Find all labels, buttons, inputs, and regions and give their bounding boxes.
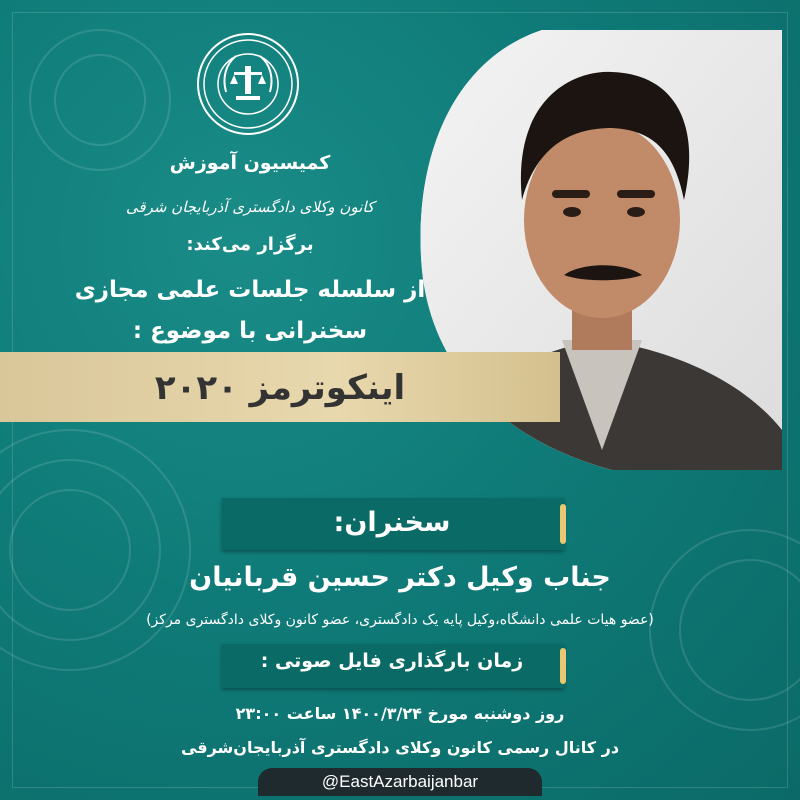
topic-title: اینکوترمز ۲۰۲۰	[154, 368, 406, 408]
bar-association-name: کانون وکلای دادگستری آذربایجان شرقی	[125, 198, 375, 216]
bar-association-seal-icon	[196, 32, 300, 136]
commission-title: کمیسیون آموزش	[169, 152, 331, 174]
channel-handle[interactable]: @EastAzarbaijanbar	[258, 768, 542, 796]
time-label: زمان بارگذاری فایل صوتی :	[260, 650, 524, 672]
schedule-date: روز دوشنبه مورخ ۱۴۰۰/۳/۲۴ ساعت ۲۳:۰۰	[235, 704, 565, 723]
series-line-1: از سلسله جلسات علمی مجازی	[74, 277, 426, 303]
organizes-text: برگزار می‌کند:	[186, 234, 314, 255]
ornament-icon	[0, 420, 200, 680]
schedule-channel: در کانال رسمی کانون وکلای دادگستری آذربایجان‌شرقی	[180, 738, 620, 757]
speaker-name: جناب وکیل دکتر حسین قربانیان	[189, 562, 611, 593]
speaker-label: سخنران:	[333, 507, 451, 538]
speaker-description: (عضو هیات علمی دانشگاه،وکیل پایه یک دادگستری، عضو کانون وکلای دادگستری مرکز)	[146, 612, 654, 628]
series-line-2: سخنرانی با موضوع :	[132, 318, 368, 344]
